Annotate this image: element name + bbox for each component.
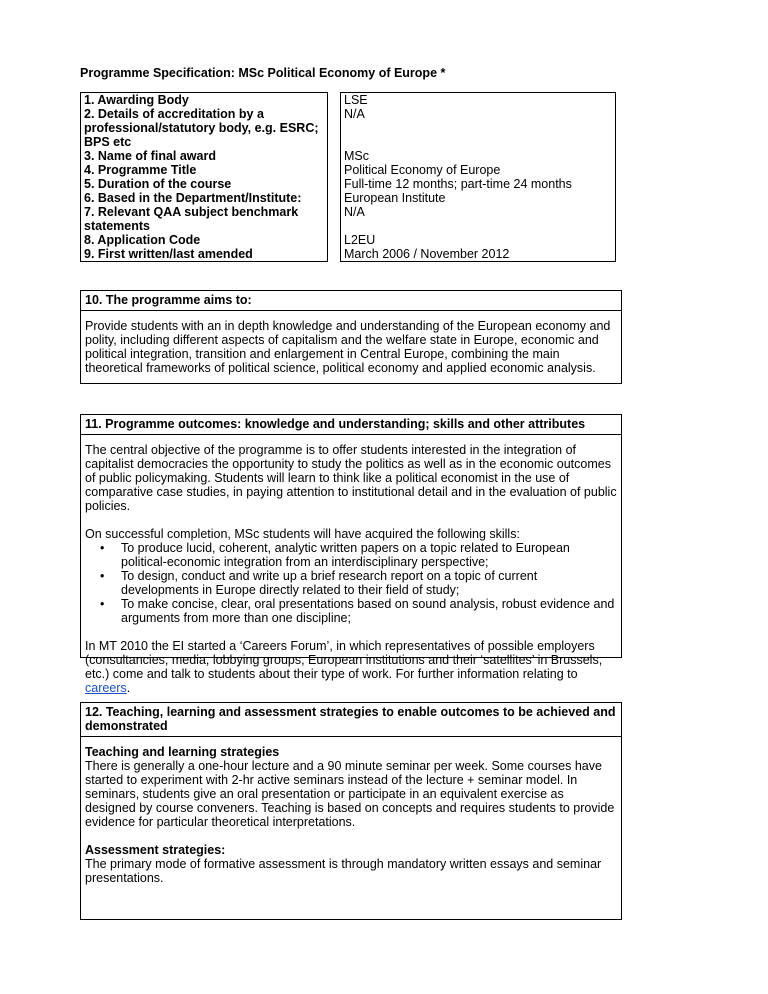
section-teaching-assessment [80,702,622,920]
section-programme-aims [80,290,622,384]
info-row-final-award [81,149,616,163]
info-label: 8. Application Code [81,233,328,247]
info-row-programme-title [81,163,616,177]
info-label: 4. Programme Title [81,163,328,177]
skills-list [85,541,617,625]
info-row-written-amended [81,247,616,262]
careers-link[interactable]: careers [85,681,127,695]
info-row-benchmark [81,205,616,233]
info-label: 5. Duration of the course [81,177,328,191]
info-label: 2. Details of accreditation by a professional/statutory body, e.g. ESRC; BPS etc [81,107,328,149]
info-value: European Institute [341,191,616,205]
skills-intro: On successful completion, MSc students will have acquired the following skills: [85,527,520,541]
info-value: MSc [341,149,616,163]
info-label: 3. Name of final award [81,149,328,163]
info-value: N/A [341,107,616,149]
info-label: 1. Awarding Body [81,93,328,108]
programme-info-table [80,92,616,262]
list-item: • To design, conduct and write up a brief research report on a topic of current developments in Europe directly related to their field of study; [121,569,617,597]
info-label: 7. Relevant QAA subject benchmark statements [81,205,328,233]
section-heading: 12. Teaching, learning and assessment strategies to enable outcomes to be achieved and demonstrated [81,703,621,737]
info-value: Full-time 12 months; part-time 24 months [341,177,616,191]
info-row-accreditation [81,107,616,149]
info-label: 6. Based in the Department/Institute: [81,191,328,205]
section-heading: 11. Programme outcomes: knowledge and understanding; skills and other attributes [81,415,621,435]
info-row-duration [81,177,616,191]
teaching-text: There is generally a one-hour lecture and a 90 minute seminar per week. Some courses have started to experiment with 2-hr active seminars instead of the lecture + seminar model. In seminars, students give an oral presentation or participate in an equivalent exercise as designed by course conveners. Teaching is based on concepts and requires students to provide evidence for particular theoretical interpretations. [85,759,615,829]
assessment-subheading: Assessment strategies: [85,843,226,857]
careers-forum-text: In MT 2010 the EI started a ‘Careers Forum’, in which representatives of possible employers (consultancies, media, lobbying groups, European institutions and their ‘satellites’ in Brussels, etc.) come and talk to students about their type of work. For further information relating to careers. [85,639,603,695]
page-title: Programme Specification: MSc Political Economy of Europe * [80,66,446,80]
info-row-awarding-body [81,93,616,108]
section-programme-outcomes [80,414,622,695]
info-value: N/A [341,205,616,233]
careers-text: In MT 2010 the EI started a ‘Careers Forum’, in which representatives of possible employers (consultancies, media, lobbying groups, European institutions and their ‘satellites’ in Brussels, etc.) come and talk to students about their type of work. For further information relating to [85,639,603,681]
info-value: Political Economy of Europe [341,163,616,177]
teaching-subheading: Teaching and learning strategies [85,745,280,759]
list-item: • To make concise, clear, oral presentations based on sound analysis, robust evidence and arguments from more than one discipline; [121,597,617,625]
section-heading: 10. The programme aims to: [81,291,621,311]
info-value: March 2006 / November 2012 [341,247,616,262]
section-text: Provide students with an in depth knowledge and understanding of the European economy and polity, including different aspects of capitalism and the welfare state in Europe, economic and political integration, transition and enlargement in Central Europe, combining the main theoretical frameworks of political science, political economy and applied economic analysis. [85,319,611,375]
list-item: • To produce lucid, coherent, analytic written papers on a topic related to European political-economic integration from an interdisciplinary perspective; [121,541,617,569]
section-text: The central objective of the programme is to offer students interested in the integration of capitalist democracies the opportunity to study the politics as well as in the economic outcomes of public policymaking. Students will learn to think like a political economist in the use of comparative case studies, in paying attention to institutional detail and in the evaluation of public policies. [85,443,617,513]
info-row-department [81,191,616,205]
info-row-application-code [81,233,616,247]
info-value: L2EU [341,233,616,247]
assessment-text: The primary mode of formative assessment is through mandatory written essays and seminar presentations. [85,857,602,885]
info-value: LSE [341,93,616,108]
info-label: 9. First written/last amended [81,247,328,262]
